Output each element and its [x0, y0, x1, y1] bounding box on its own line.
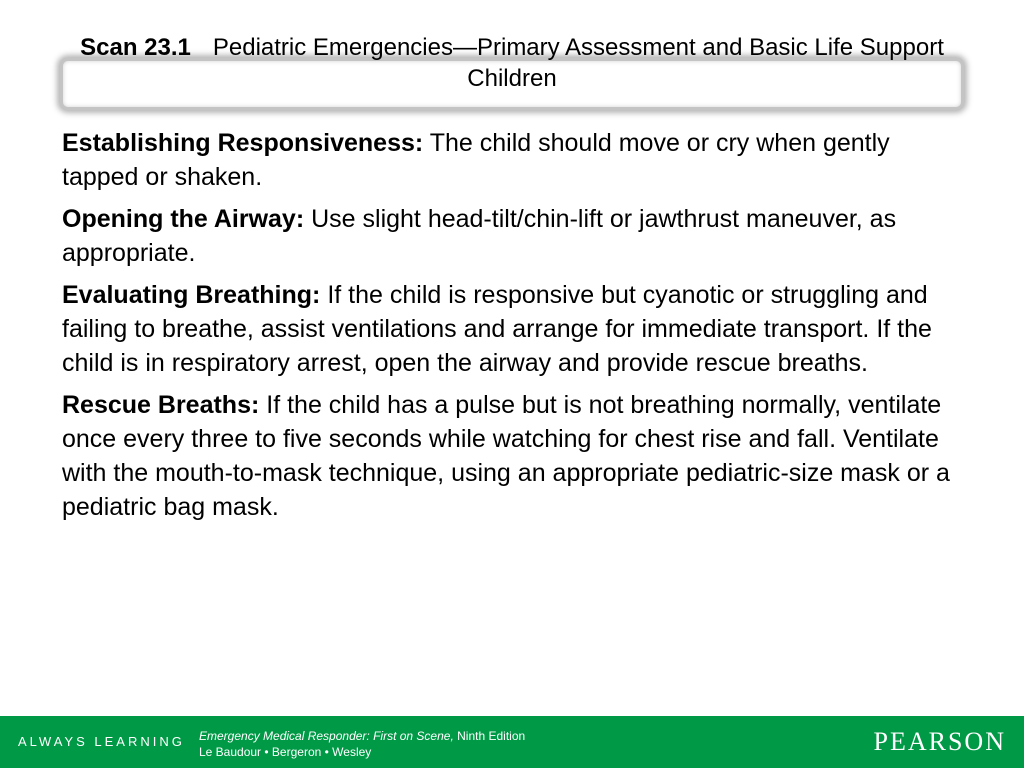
book-title: Emergency Medical Responder: First on Scene,: [199, 729, 454, 743]
subtitle: Children: [467, 65, 557, 92]
book-edition: Ninth Edition: [457, 729, 526, 743]
section-breathing: [62, 278, 962, 380]
book-authors: Le Baudour • Bergeron • Wesley: [199, 745, 372, 759]
section-airway: [62, 202, 962, 270]
footer-tagline: ALWAYS LEARNING: [18, 734, 185, 749]
publisher-logo: PEARSON: [873, 727, 1006, 756]
section-term: Opening the Airway:: [62, 205, 305, 233]
section-text: Use slight head-tilt/chin-lift or jawthrust maneuver, as appropriate.: [62, 205, 897, 267]
section-term: Evaluating Breathing:: [62, 281, 321, 309]
section-term: Establishing Responsiveness:: [62, 129, 424, 157]
slide-title: [60, 32, 964, 94]
section-term: Rescue Breaths:: [62, 391, 260, 419]
section-text: If the child is responsive but cyanotic or struggling and failing to breathe, assist ventilations and arrange for immediate transport. If the child is in respiratory arrest, open the airway and provide rescue breaths.: [62, 281, 932, 377]
footer-book-info: [199, 728, 525, 760]
section-text: If the child has a pulse but is not breathing normally, ventilate once every three to five seconds while watching for chest rise and fall. Ventilate with the mouth-to-mask technique, using an appropriate pediatric-size mask or a pediatric bag mask.: [62, 391, 950, 521]
footer-bar: [0, 716, 1024, 768]
section-text: The child should move or cry when gently tapped or shaken.: [62, 129, 890, 191]
section-rescue-breaths: [62, 388, 962, 524]
title-text: Pediatric Emergencies—Primary Assessment and Basic Life Support: [212, 34, 944, 61]
section-responsiveness: [62, 126, 962, 194]
slide-content: [62, 126, 962, 532]
scan-label: Scan 23.1: [80, 34, 191, 61]
